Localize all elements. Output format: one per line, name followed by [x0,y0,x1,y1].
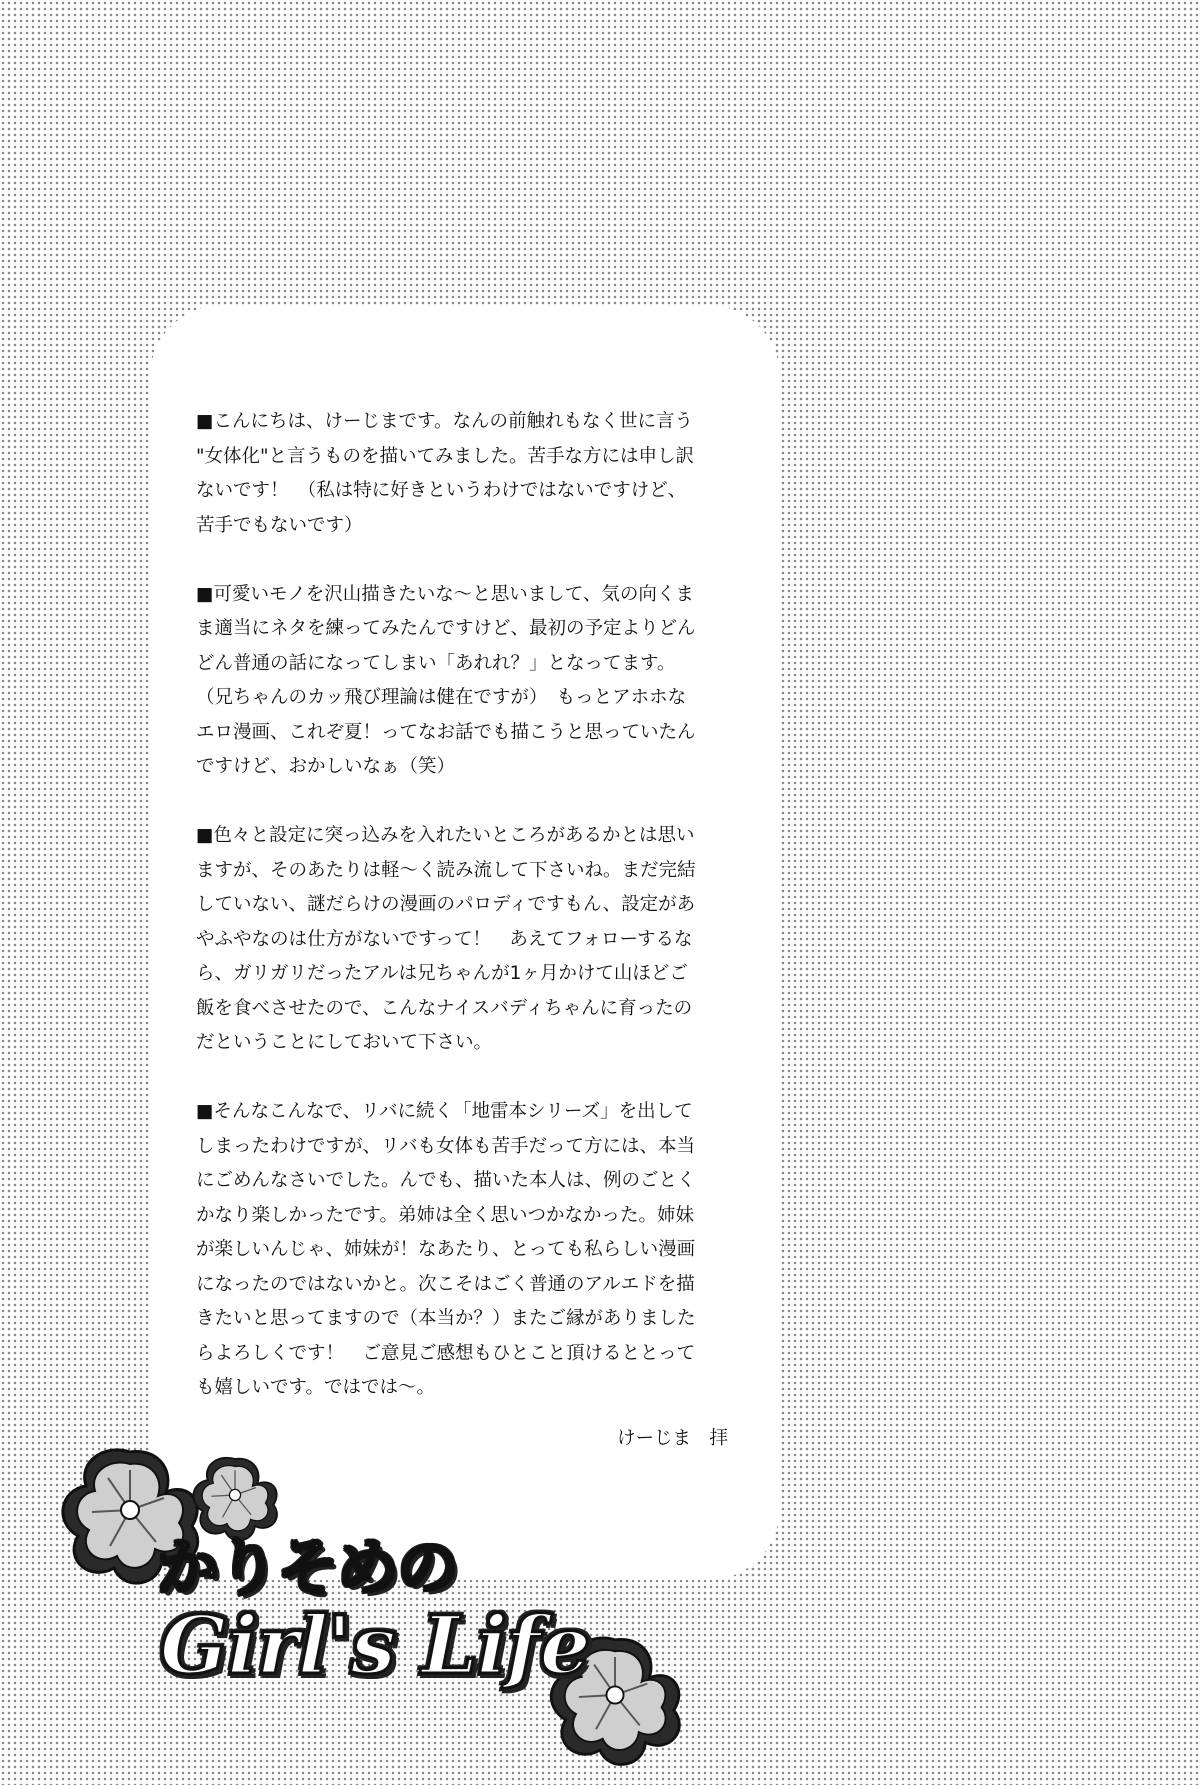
text-line: ■色々と設定に突っ込みを入れたいところがあるかとは思い [196,825,695,846]
logo-title-jp: かりそめの [157,1531,458,1604]
text-line: きたいと思ってますので（本当か？）またご縁がありました [196,1308,696,1329]
text-line: 飯を食べさせたので、こんなナイスバディちゃんに育ったの [196,997,693,1019]
text-line: かなり楽しかったです。弟姉は全く思いつかなかった。姉妹 [196,1204,695,1226]
text-line: どん普通の話になってしまい「あれれ？」となってます。 [196,652,676,674]
text-line: ら、ガリガリだったアルは兄ちゃんが1ヶ月かけて山ほどご [196,963,688,984]
logo-title-en: Girl's Life [160,1598,590,1692]
text-line: にごめんなさいでした。んでも、描いた本人は、例のごとく [196,1170,696,1191]
text-line: だということにしておいて下さい。 [196,1032,493,1053]
text-line: ですけど、おかしいなぁ（笑） [196,756,456,777]
text-line: も嬉しいです。ではでは～。 [196,1377,436,1398]
paragraph-2 [196,578,756,785]
paragraph-4 [196,1095,756,1406]
paragraph-3 [196,819,756,1061]
text-line: ないです！ （私は特に好きというわけではないですけど、 [196,480,687,501]
text-line: ■そんなこんなで、リバに続く「地雷本シリーズ」を出して [196,1101,693,1122]
afterword-text [196,405,756,1440]
text-line: エロ漫画、これぞ夏！ってなお話でも描こうと思っていたん [196,721,696,743]
text-line: やふやなのは仕方がないですって！ あえてフォローするな [196,928,693,950]
text-line: 苦手でもないです） [196,514,363,536]
text-line: ■可愛いモノを沢山描きたいな～と思いまして、気の向くま [196,583,694,605]
text-line: らよろしくです！ ご意見ご感想もひとこと頂けるととって [196,1342,696,1364]
signature: けーじま 拝 [616,1428,728,1449]
text-line: （兄ちゃんのカッ飛び理論は健在ですが） もっとアホホな [196,687,687,708]
text-line: ■こんにちは、けーじまです。なんの前触れもなく世に言う [196,411,694,432]
paragraph-1 [196,405,756,543]
text-line: していない、謎だらけの漫画のパロディですもん、設定があ [196,894,696,915]
text-line: "女体化"と言うものを描いてみました。苦手な方には申し訳 [196,445,695,467]
text-line: ま適当にネタを練ってみたんですけど、最初の予定よりどん [196,618,696,639]
text-line: ますが、そのあたりは軽～く読み流して下さいね。まだ完結 [196,859,696,881]
text-line: になったのではないかと。次こそはごく普通のアルエドを描 [196,1273,695,1295]
text-line: が楽しいんじゃ、姉妹が！なあたり、とっても私らしい漫画 [196,1239,696,1260]
text-line: しまったわけですが、リバも女体も苦手だって方には、本当 [196,1135,695,1157]
